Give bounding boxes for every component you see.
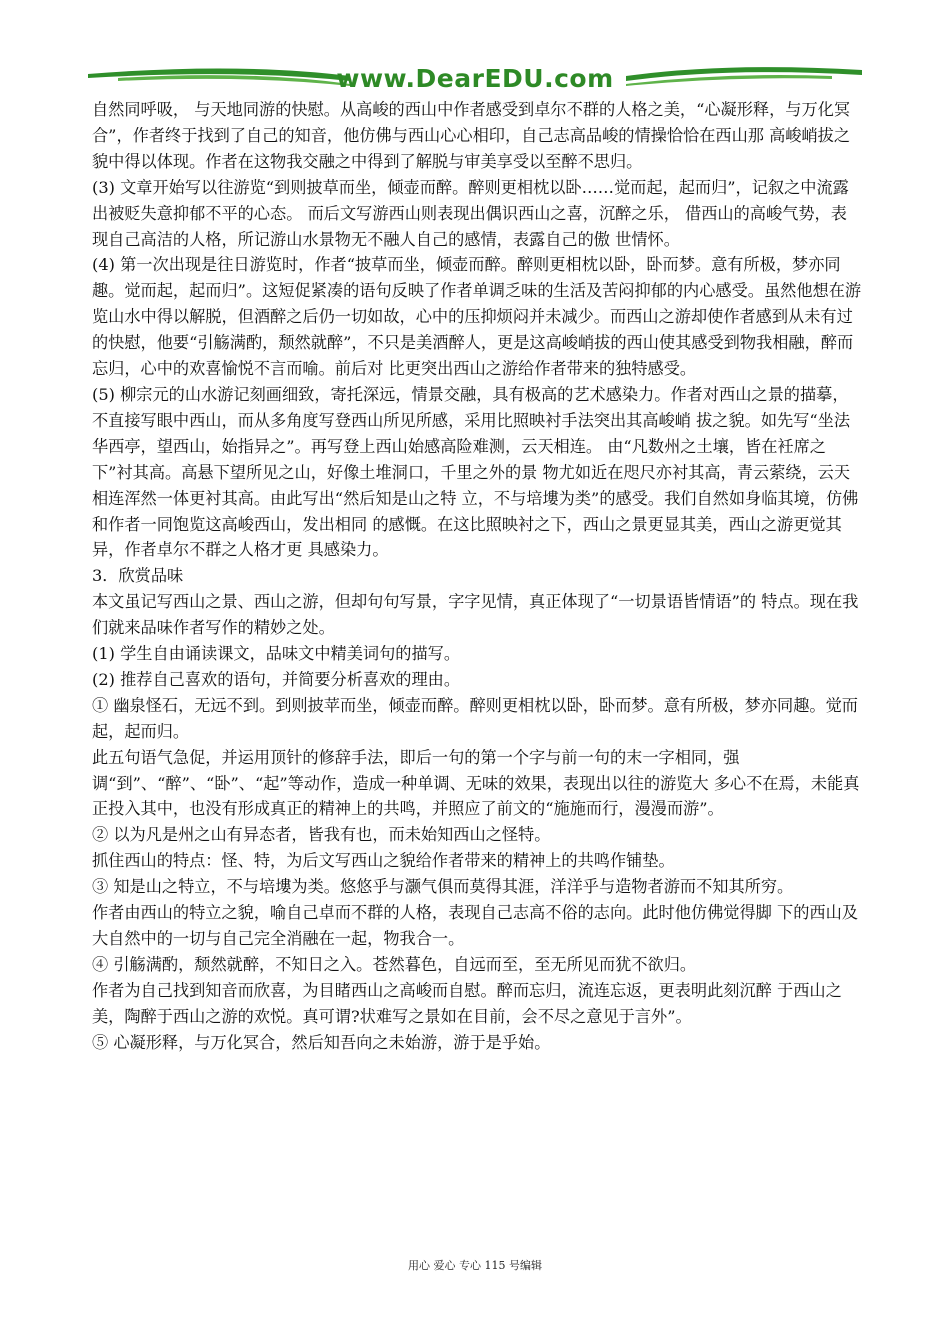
document-body	[92, 97, 862, 1056]
paragraph: (5) 柳宗元的山水游记刻画细致，寄托深远，情景交融，具有极高的艺术感染力。作者对西山之景的描摹，不直接写眼中西山，而从多角度写登西山所见所感，采用比照映衬手法突出其高峻峭 拔之貌。如先写“坐法华西亭，望西山，始指异之”。再写登上西山始感高险难测，云天相连。 由“凡数州之土壤，皆在衽席之下”衬其高。高悬下望所见之山，好像土堆洞口，千里之外的景 物尤如近在咫尺亦衬其高，青云萦绕，云天相连浑然一体更衬其高。由此写出“然后知是山之特 立，不与培塿为类”的感受。我们自然如身临其境，仿佛和作者一同饱览这高峻西山，发出相同 的感慨。在这比照映衬之下，西山之景更显其美，西山之游更觉其异，作者卓尔不群之人格才更 具感染力。	[92, 384, 859, 560]
paragraph: (4) 第一次出现是往日游览时，作者“披草而坐，倾壶而醉。醉则更相枕以卧，卧而梦。意有所极，梦亦同趣。觉而起，起而归”。这短促紧凑的语句反映了作者单调乏味的生活及苦闷抑郁的内心感受。虽然他想在游览山水中得以解脱，但酒醉之后仍一切如故，心中的压抑烦闷并未减少。而西山之游却使作者感到从未有过的快慰，他要“引觞满酌，颓然就醉”，不只是美酒醉人，更是这高峻峭拔的西山使其感受到物我相融，醉而忘归，心中的欢喜愉悦不言而喻。前后对 比更突出西山之游给作者带来的独特感受。	[92, 255, 862, 379]
paragraph: (2) 推荐自己喜欢的语句，并简要分析喜欢的理由。	[92, 669, 461, 689]
paragraph: (1) 学生自由诵读课文，品味文中精美词句的描写。	[92, 644, 461, 664]
paragraph: 作者由西山的特立之貌，喻自己卓而不群的人格，表现自己志高不俗的志向。此时他仿佛觉得脚 下的西山及大自然中的一切与自己完全消融在一起，物我合一。	[92, 903, 858, 948]
quoted-sentence: ③ 知是山之特立，不与培塿为类。悠悠乎与灏气俱而莫得其涯，洋洋乎与造物者游而不知其所穷。	[92, 877, 794, 897]
paragraph: 作者为自己找到知音而欣喜，为目睹西山之高峻而自慰。醉而忘归，流连忘返，更表明此刻沉醉 于西山之美，陶醉于西山之游的欢悦。真可谓?状难写之景如在目前，会不尽之意见于言外”。	[92, 980, 842, 1026]
quoted-sentence: ② 以为凡是州之山有异态者，皆我有也，而未始知西山之怪特。	[92, 825, 551, 845]
quoted-sentence: ⑤ 心凝形释，与万化冥合，然后知吾向之未始游，游于是乎始。	[92, 1032, 551, 1052]
paragraph: 本文虽记写西山之景、西山之游，但却句句写景，字字见情，真正体现了“一切景语皆情语”的 特点。现在我们就来品味作者写作的精妙之处。	[92, 592, 859, 638]
quoted-sentence: ① 幽泉怪石，无远不到。到则披苹而坐，倾壶而醉。醉则更相枕以卧，卧而梦。意有所极，梦亦同趣。觉而起，起而归。	[92, 695, 858, 741]
page-footer: 用心 爱心 专心 115 号编辑	[408, 1259, 542, 1272]
paragraph: 自然同呼吸， 与天地同游的快慰。从高峻的西山中作者感受到卓尔不群的人格之美，“心凝形释，与万化冥 合”，作者终于找到了自己的知音，他仿佛与西山心心相印，自己志高品峻的情操恰恰在西山那 高峻峭拔之貌中得以体现。作者在这物我交融之中得到了解脱与审美享受以至醉不思归。	[92, 100, 851, 171]
site-logo: www.DearEDU.com	[336, 64, 614, 93]
paragraph: 此五句语气急促，并运用顶针的修辞手法，即后一句的第一个字与前一句的末一字相同，强调“到”、“醉”、“卧”、“起”等动作，造成一种单调、无味的效果，表现出以往的游览大 多心不在焉，未能真正投入其中，也没有形成真正的精神上的共鸣，并照应了前文的“施施而行，漫漫而游”。	[92, 747, 860, 819]
paragraph: (3) 文章开始写以往游览“到则披草而坐，倾壶而醉。醉则更相枕以卧……觉而起，起而归”，记叙之中流露出被贬失意抑郁不平的心态。 而后文写游西山则表现出偶识西山之喜，沉醉之乐， 借西山的高峻气势，表现自己高洁的人格，所记游山水景物无不融人自己的感情，表露自己的傲 世情怀。	[92, 177, 849, 249]
paragraph: 抓住西山的特点：怪、特，为后文写西山之貌给作者带来的精神上的共鸣作铺垫。	[92, 851, 675, 871]
section-heading: 3．欣赏品味	[92, 566, 184, 586]
quoted-sentence: ④ 引觞满酌，颓然就醉，不知日之入。苍然暮色，自远而至，至无所见而犹不欲归。	[92, 954, 697, 974]
page-header	[88, 56, 862, 102]
